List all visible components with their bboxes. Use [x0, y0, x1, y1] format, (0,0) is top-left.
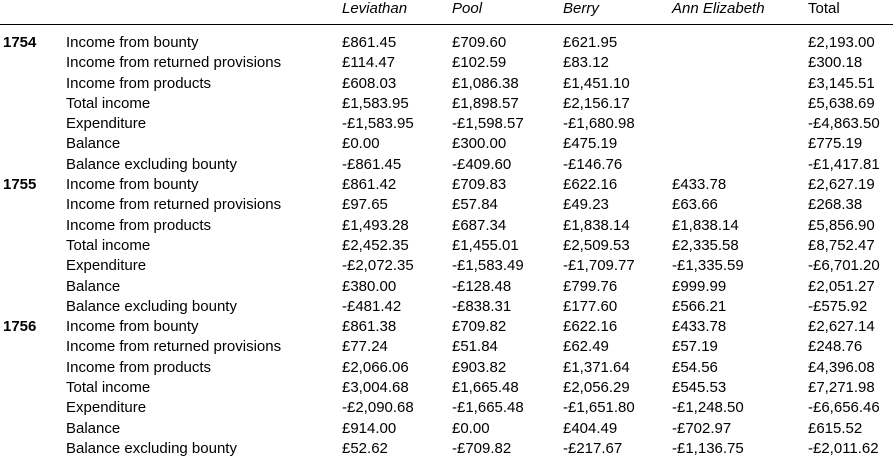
- cell-ann-elizabeth: -£1,335.59: [672, 257, 744, 275]
- cell-ann-elizabeth: £433.78: [672, 318, 727, 336]
- cell-total: -£2,011.62: [808, 439, 879, 457]
- row-label: Balance: [66, 277, 121, 295]
- table-row: [0, 419, 893, 439]
- row-label: Income from products: [66, 216, 212, 234]
- row-label: Income from products: [66, 358, 212, 376]
- cell-ann-elizabeth: £57.19: [672, 338, 718, 356]
- row-label: Expenditure: [66, 115, 147, 133]
- table-row: [0, 53, 893, 73]
- cell-berry: £1,371.64: [563, 358, 630, 376]
- cell-total: £2,193.00: [808, 34, 875, 51]
- header-berry: Berry: [563, 0, 599, 17]
- year-spacer: [0, 53, 66, 73]
- table-row: [0, 317, 893, 337]
- cell-ann-elizabeth: £54.56: [672, 358, 718, 376]
- cell-leviathan: £0.00: [342, 135, 380, 153]
- header-rule: [0, 24, 893, 25]
- cell-berry: -£1,680.98: [563, 115, 635, 133]
- cell-pool: £1,455.01: [452, 236, 519, 254]
- cell-total: £4,396.08: [808, 358, 875, 376]
- cell-leviathan: -£2,072.35: [342, 257, 414, 275]
- year-label: 1755: [3, 176, 37, 194]
- cell-leviathan: £1,583.95: [342, 94, 409, 112]
- cell-total: £775.19: [808, 135, 863, 153]
- table-row: [0, 439, 893, 459]
- year-spacer: [0, 134, 66, 154]
- year-spacer: [0, 195, 66, 215]
- row-label: Expenditure: [66, 257, 147, 275]
- year-spacer: [0, 256, 66, 276]
- table-row: [0, 256, 893, 276]
- row-label: Total income: [66, 236, 151, 254]
- cell-berry: £2,509.53: [563, 236, 630, 254]
- cell-leviathan: £114.47: [342, 54, 396, 72]
- year-spacer: [0, 216, 66, 236]
- cell-berry: £622.16: [563, 176, 618, 194]
- cell-leviathan: £2,066.06: [342, 358, 409, 376]
- row-label: Total income: [66, 94, 151, 112]
- row-label: Income from products: [66, 74, 212, 92]
- cell-berry: £799.76: [563, 277, 618, 295]
- row-label: Income from returned provisions: [66, 338, 282, 356]
- cell-total: -£1,417.81: [808, 155, 880, 173]
- cell-ann-elizabeth: -£1,248.50: [672, 399, 744, 417]
- cell-leviathan: £97.65: [342, 196, 388, 214]
- row-label: Total income: [66, 379, 151, 397]
- cell-total: -£575.92: [808, 297, 868, 315]
- row-label: Balance: [66, 135, 121, 153]
- cell-leviathan: £861.42: [342, 176, 397, 194]
- cell-pool: -£1,583.49: [452, 257, 524, 275]
- header-row: [0, 0, 893, 24]
- year-label: 1754: [3, 34, 37, 51]
- cell-pool: -£1,665.48: [452, 399, 524, 417]
- row-label: Balance excluding bounty: [66, 297, 237, 315]
- cell-pool: -£409.60: [452, 155, 512, 173]
- table-row: [0, 114, 893, 134]
- row-label: Income from returned provisions: [66, 196, 282, 214]
- cell-ann-elizabeth: [672, 94, 808, 114]
- cell-berry: £475.19: [563, 135, 618, 153]
- year-spacer: [0, 277, 66, 297]
- cell-leviathan: £861.45: [342, 34, 397, 51]
- table-row: [0, 216, 893, 236]
- row-label: Balance excluding bounty: [66, 155, 237, 173]
- table-row: [0, 337, 893, 357]
- cell-pool: -£1,598.57: [452, 115, 524, 133]
- cell-leviathan: £914.00: [342, 419, 397, 437]
- year-spacer: [0, 378, 66, 398]
- header-total: Total: [808, 0, 840, 17]
- cell-berry: £1,838.14: [563, 216, 630, 234]
- cell-pool: -£709.82: [452, 439, 512, 457]
- row-label: Income from bounty: [66, 34, 199, 51]
- cell-berry: £621.95: [563, 34, 618, 51]
- year-spacer: [0, 155, 66, 175]
- cell-leviathan: £2,452.35: [342, 236, 409, 254]
- cell-berry: -£1,651.80: [563, 399, 635, 417]
- header-leviathan: Leviathan: [342, 0, 408, 17]
- row-label: Income from returned provisions: [66, 54, 282, 72]
- year-spacer: [0, 74, 66, 94]
- cell-leviathan: £861.38: [342, 318, 397, 336]
- cell-pool: £1,086.38: [452, 74, 519, 92]
- cell-ann-elizabeth: £63.66: [672, 196, 718, 214]
- cell-pool: £102.59: [452, 54, 507, 72]
- row-label: Income from bounty: [66, 176, 199, 194]
- cell-ann-elizabeth: £999.99: [672, 277, 727, 295]
- table-row: [0, 398, 893, 418]
- year-spacer: [0, 358, 66, 378]
- cell-berry: £177.60: [563, 297, 618, 315]
- cell-leviathan: -£481.42: [342, 297, 402, 315]
- header-year: [0, 0, 66, 24]
- cell-total: £2,627.14: [808, 318, 875, 336]
- cell-total: £248.76: [808, 338, 863, 356]
- cell-pool: £51.84: [452, 338, 498, 356]
- cell-berry: -£1,709.77: [563, 257, 635, 275]
- cell-berry: £62.49: [563, 338, 609, 356]
- cell-pool: £1,665.48: [452, 379, 519, 397]
- table-row: [0, 195, 893, 215]
- cell-berry: £49.23: [563, 196, 609, 214]
- table-row: [0, 236, 893, 256]
- cell-ann-elizabeth: [672, 24, 808, 53]
- cell-leviathan: £380.00: [342, 277, 397, 295]
- year-spacer: [0, 114, 66, 134]
- year-spacer: [0, 439, 66, 459]
- cell-leviathan: £3,004.68: [342, 379, 409, 397]
- cell-total: -£4,863.50: [808, 115, 880, 133]
- cell-pool: -£838.31: [452, 297, 512, 315]
- row-label: Expenditure: [66, 399, 147, 417]
- year-spacer: [0, 398, 66, 418]
- row-label: Balance: [66, 419, 121, 437]
- cell-leviathan: -£1,583.95: [342, 115, 414, 133]
- cell-total: £7,271.98: [808, 379, 875, 397]
- cell-ann-elizabeth: -£1,136.75: [672, 439, 744, 457]
- cell-leviathan: -£861.45: [342, 155, 402, 173]
- table-row: [0, 358, 893, 378]
- cell-total: £8,752.47: [808, 236, 875, 254]
- cell-total: £2,627.19: [808, 176, 875, 194]
- cell-leviathan: £1,493.28: [342, 216, 409, 234]
- cell-berry: £2,156.17: [563, 94, 630, 112]
- cell-pool: £57.84: [452, 196, 498, 214]
- cell-total: -£6,701.20: [808, 257, 880, 275]
- cell-leviathan: £77.24: [342, 338, 388, 356]
- cell-berry: £2,056.29: [563, 379, 630, 397]
- cell-total: £615.52: [808, 419, 863, 437]
- row-label: Income from bounty: [66, 318, 199, 336]
- cell-berry: -£146.76: [563, 155, 623, 173]
- cell-berry: £83.12: [563, 54, 609, 72]
- cell-ann-elizabeth: £545.53: [672, 379, 727, 397]
- row-label: Balance excluding bounty: [66, 439, 237, 457]
- cell-ann-elizabeth: £1,838.14: [672, 216, 739, 234]
- cell-leviathan: -£2,090.68: [342, 399, 414, 417]
- table-row: [0, 134, 893, 154]
- cell-ann-elizabeth: [672, 114, 808, 134]
- cell-total: -£6,656.46: [808, 399, 880, 417]
- cell-pool: £0.00: [452, 419, 490, 437]
- cell-berry: £1,451.10: [563, 74, 630, 92]
- cell-ann-elizabeth: [672, 155, 808, 175]
- cell-pool: £903.82: [452, 358, 507, 376]
- cell-berry: -£217.67: [563, 439, 623, 457]
- cell-pool: £709.60: [452, 34, 507, 51]
- table-row: [0, 24, 893, 53]
- table-row: [0, 297, 893, 317]
- cell-pool: £709.82: [452, 318, 507, 336]
- table-row: [0, 175, 893, 195]
- cell-ann-elizabeth: [672, 134, 808, 154]
- cell-pool: £687.34: [452, 216, 507, 234]
- cell-ann-elizabeth: [672, 53, 808, 73]
- cell-total: £2,051.27: [808, 277, 875, 295]
- year-label: 1756: [3, 318, 37, 336]
- cell-ann-elizabeth: £433.78: [672, 176, 727, 194]
- cell-total: £5,638.69: [808, 94, 875, 112]
- header-ann-elizabeth: Ann Elizabeth: [672, 0, 765, 17]
- year-spacer: [0, 236, 66, 256]
- cell-pool: -£128.48: [452, 277, 512, 295]
- header-pool: Pool: [452, 0, 483, 17]
- cell-leviathan: £608.03: [342, 74, 397, 92]
- cell-total: £300.18: [808, 54, 863, 72]
- table-row: [0, 378, 893, 398]
- table-row: [0, 94, 893, 114]
- cell-pool: £300.00: [452, 135, 507, 153]
- table-row: [0, 74, 893, 94]
- table-row: [0, 277, 893, 297]
- year-spacer: [0, 297, 66, 317]
- cell-ann-elizabeth: [672, 74, 808, 94]
- cell-berry: £404.49: [563, 419, 618, 437]
- year-spacer: [0, 94, 66, 114]
- ledger-body: [0, 24, 893, 459]
- year-spacer: [0, 337, 66, 357]
- cell-pool: £1,898.57: [452, 94, 519, 112]
- header-label: [66, 0, 342, 24]
- cell-total: £3,145.51: [808, 74, 875, 92]
- cell-total: £5,856.90: [808, 216, 875, 234]
- cell-ann-elizabeth: £566.21: [672, 297, 727, 315]
- year-spacer: [0, 419, 66, 439]
- cell-ann-elizabeth: £2,335.58: [672, 236, 739, 254]
- table-row: [0, 155, 893, 175]
- cell-leviathan: £52.62: [342, 439, 388, 457]
- cell-ann-elizabeth: -£702.97: [672, 419, 732, 437]
- cell-total: £268.38: [808, 196, 863, 214]
- cell-pool: £709.83: [452, 176, 507, 194]
- cell-berry: £622.16: [563, 318, 618, 336]
